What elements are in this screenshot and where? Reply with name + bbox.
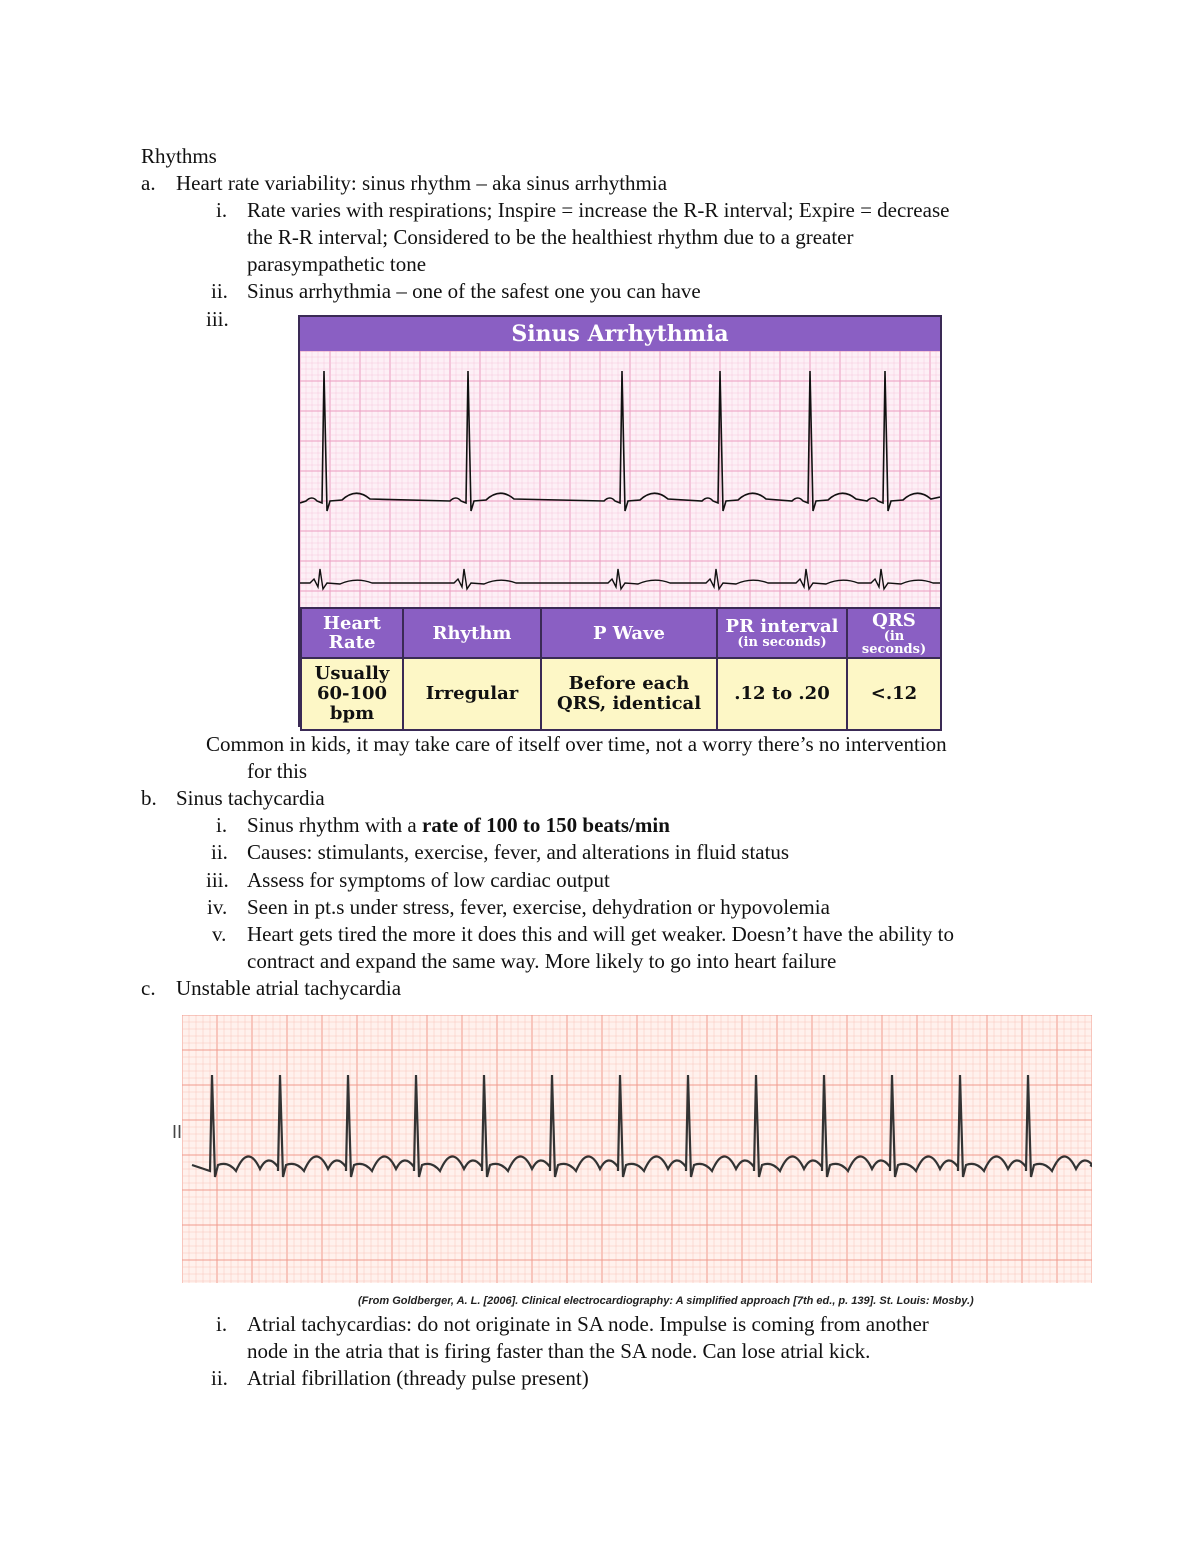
list-marker: i. (216, 1312, 228, 1336)
list-item-line: Sinus arrhythmia – one of the safest one you can have (247, 279, 701, 303)
list-marker: i. (216, 198, 228, 222)
section-a-title: Heart rate variability: sinus rhythm – aka sinus arrhythmia (176, 171, 668, 195)
ecg-strip-atrial-tachycardia (182, 1015, 1092, 1283)
value-pr-interval: .12 to .20 (717, 658, 847, 730)
list-marker: ii. (211, 840, 228, 864)
section-b-marker: b. (141, 786, 157, 810)
rhythm-summary-table (300, 607, 942, 731)
list-item-line: Heart gets tired the more it does this and will get weaker. Doesn’t have the ability to (247, 922, 955, 946)
list-item-line: Causes: stimulants, exercise, fever, and alterations in fluid status (247, 840, 790, 864)
header-qrs: QRS (in seconds) (847, 608, 941, 658)
heading-rhythms: Rhythms (141, 144, 217, 168)
list-item-line: Rate varies with respirations; Inspire = increase the R-R interval; Expire = decrease (247, 198, 950, 222)
list-item-line: Assess for symptoms of low cardiac output (247, 868, 610, 892)
list-marker: iii. (206, 868, 229, 892)
lead-label: II (172, 1122, 183, 1142)
list-marker: iv. (207, 895, 228, 919)
list-item-line: Seen in pt.s under stress, fever, exercise, dehydration or hypovolemia (247, 895, 830, 919)
value-rhythm: Irregular (403, 658, 541, 730)
list-marker: ii. (211, 279, 228, 303)
ecg-grid (182, 1015, 1092, 1283)
list-marker: v. (212, 922, 227, 946)
value-p-wave: Before each QRS, identical (541, 658, 717, 730)
section-c-marker: c. (141, 976, 156, 1000)
figure-caption: (From Goldberger, A. L. [2006]. Clinical electrocardiography: A simplified approach [7th ed., p. 139]. St. Louis: Mosby.) (358, 1295, 974, 1307)
note-line: Common in kids, it may take care of itself over time, not a worry there’s no intervention (206, 732, 947, 756)
list-item-line: Atrial tachycardias: do not originate in SA node. Impulse is coming from another (247, 1312, 929, 1336)
ecg-strip-sinus-arrhythmia (300, 351, 940, 607)
list-marker: i. (216, 813, 228, 837)
value-qrs: <.12 (847, 658, 941, 730)
list-item-line: Atrial fibrillation (thready pulse present) (247, 1366, 589, 1390)
list-item-line: the R-R interval; Considered to be the healthiest rhythm due to a greater (247, 225, 854, 249)
sinus-arrhythmia-figure (298, 315, 942, 727)
figure-title: Sinus Arrhythmia (300, 317, 940, 351)
section-b-title: Sinus tachycardia (176, 786, 325, 810)
list-item-line: Sinus rhythm with a rate of 100 to 150 beats/min (247, 813, 670, 837)
header-pr-interval: PR interval (in seconds) (717, 608, 847, 658)
list-marker: iii. (206, 307, 229, 331)
value-heart-rate: Usually 60-100 bpm (301, 658, 403, 730)
list-marker: ii. (211, 1366, 228, 1390)
list-item-line: contract and expand the same way. More likely to go into heart failure (247, 949, 837, 973)
header-heart-rate: Heart Rate (301, 608, 403, 658)
list-item-line: parasympathetic tone (247, 252, 427, 276)
header-p-wave: P Wave (541, 608, 717, 658)
section-c-title: Unstable atrial tachycardia (176, 976, 402, 1000)
bold-rate-text: rate of 100 to 150 beats/min (422, 813, 670, 837)
header-rhythm: Rhythm (403, 608, 541, 658)
note-line: for this (247, 759, 308, 783)
list-item-line: node in the atria that is firing faster than the SA node. Can lose atrial kick. (247, 1339, 871, 1363)
section-a-marker: a. (141, 171, 156, 195)
